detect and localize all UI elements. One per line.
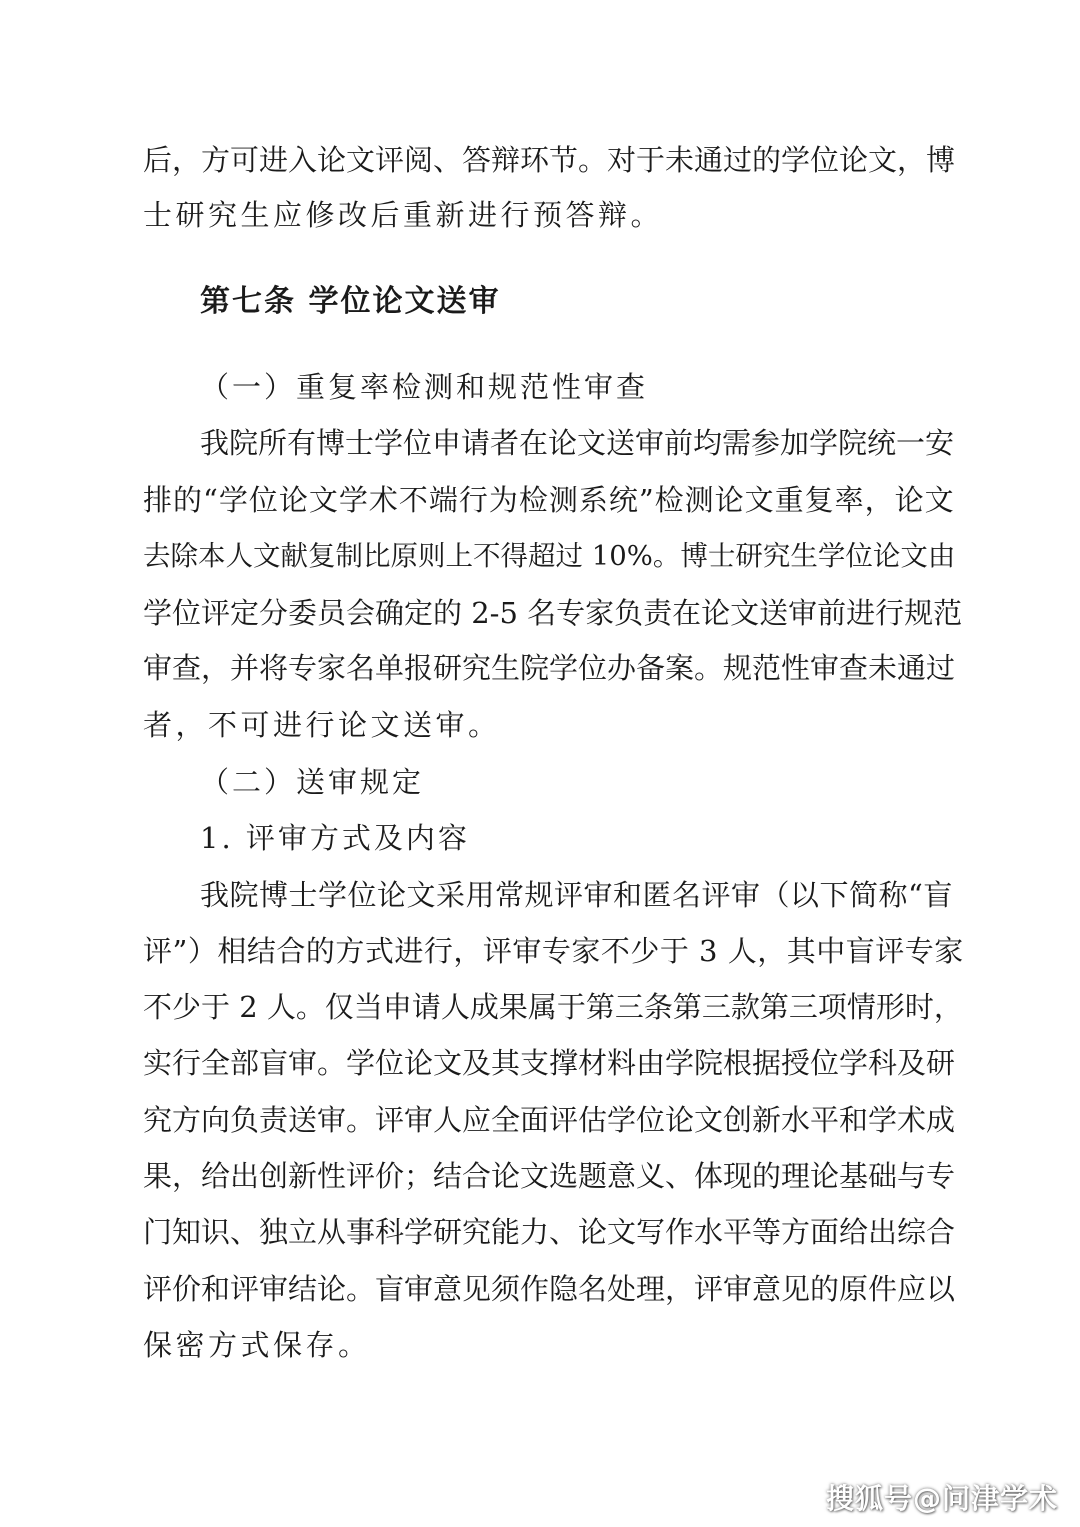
- paragraph-line: 我院博士学位论文采用常规评审和匿名评审（以下简称“盲: [200, 878, 953, 912]
- paragraph-line: 保密方式保存。: [143, 1328, 371, 1362]
- watermark: 搜狐号@问津学术: [825, 1482, 1058, 1515]
- paragraph-line: 排的“学位论文学术不端行为检测系统”检测论文重复率，论文: [143, 483, 955, 517]
- paragraph-line: 审查，并将专家名单报研究生院学位办备案。规范性审查未通过: [143, 651, 956, 685]
- paragraph-line: 门知识、独立从事科学研究能力、论文写作水平等方面给出综合: [143, 1215, 956, 1249]
- paragraph-line: 究方向负责送审。评审人应全面评估学位论文创新水平和学术成: [143, 1103, 956, 1137]
- paragraph-line: 士研究生应修改后重新进行预答辩。: [143, 198, 664, 232]
- paragraph-line: 实行全部盲审。学位论文及其支撑材料由学院根据授位学科及研: [143, 1046, 956, 1080]
- paragraph-line: 评价和评审结论。盲审意见须作隐名处理，评审意见的原件应以: [143, 1272, 956, 1306]
- article-heading: 第七条 学位论文送审: [200, 284, 501, 319]
- paragraph-line: 我院所有博士学位申请者在论文送审前均需参加学院统一安: [200, 426, 955, 460]
- paragraph-line: 果，给出创新性评价；结合论文选题意义、体现的理论基础与专: [143, 1159, 956, 1193]
- section-title: （二）送审规定: [200, 765, 425, 799]
- paragraph-line: 学位评定分委员会确定的 2-5 名专家负责在论文送审前进行规范: [143, 596, 963, 630]
- paragraph-line: 评”）相结合的方式进行，评审专家不少于 3 人，其中盲评专家: [143, 934, 964, 968]
- item-title: 1. 评审方式及内容: [200, 821, 470, 855]
- paragraph-line: 不少于 2 人。仅当申请人成果属于第三条第三款第三项情形时，: [143, 990, 963, 1024]
- paragraph-line: 后，方可进入论文评阅、答辩环节。对于未通过的学位论文，博: [143, 143, 956, 177]
- paragraph-line: 去除本人文献复制比原则上不得超过 10%。博士研究生学位论文由: [143, 540, 956, 572]
- section-title: （一）重复率检测和规范性审查: [200, 370, 649, 404]
- paragraph-line: 者，不可进行论文送审。: [143, 708, 501, 742]
